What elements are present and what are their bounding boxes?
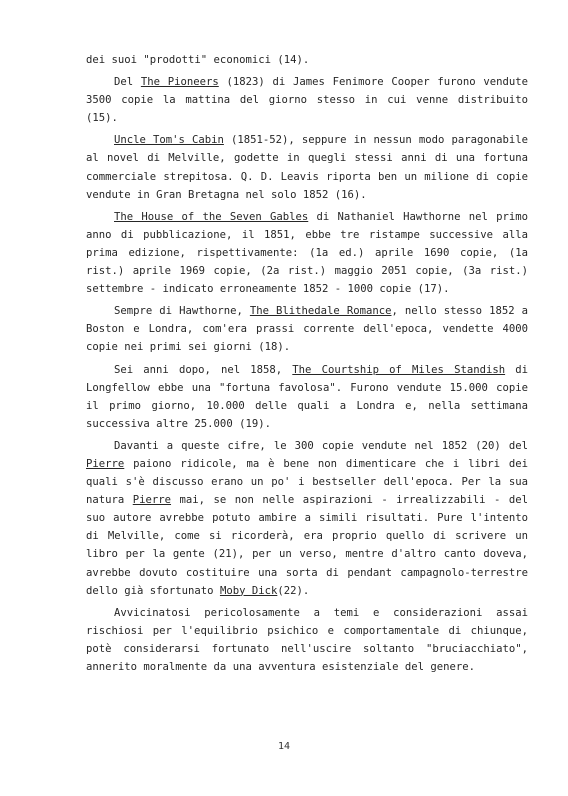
title-reference: Uncle Tom's Cabin <box>114 134 224 147</box>
title-reference: Pierre <box>86 457 125 470</box>
paragraph <box>86 361 528 433</box>
text-segment: paiono ridicole, ma è bene non dimenticare che i libri dei quali s'è discusso erano un po' i bestseller dell'epoca. Per la sua natura <box>86 457 528 507</box>
paragraph <box>86 437 528 600</box>
title-reference: The Blithedale Romance <box>249 305 392 318</box>
paragraph <box>86 604 528 676</box>
text-segment: mai, se non nelle aspirazioni - irrealizzabili - del suo autore avrebbe potuto ambire a simili risultati. Pure l'intento di Melville, come si ricorderà, era proprio quello di scrivere un libro per la gente (21), per un verso, mentre d'altro canto doveva, avrebbe dovuto costituire una sorta di pendant campagnolo-terrestre dello già sfortunato <box>86 494 528 597</box>
text-segment: Avvicinatosi pericolosamente a temi e considerazioni assai rischiosi per l'equilibrio psichico e comportamentale di chiunque, potè considerarsi fortunato nell'uscire soltanto "bruciacchiato", annerito moralmente da una avventura esistenziale del genere. <box>86 606 528 673</box>
paragraph <box>86 302 528 356</box>
paragraph <box>86 131 528 203</box>
body-text <box>86 51 528 676</box>
title-reference: The House of the Seven Gables <box>114 210 309 223</box>
text-segment: (22). <box>277 584 310 597</box>
text-segment: di Nathaniel Hawthorne nel primo anno di pubblicazione, il 1851, ebbe tre ristampe successive alla prima edizione, rispettivamente: (1a ed.) aprile 1690 copie, (1a rist.) aprile 1969 copie, (2a rist.) maggio 2051 copie, (3a rist.) settembre - indicato erroneamente 1852 - 1000 copie (17). <box>86 210 528 296</box>
text-segment: Sei anni dopo, nel 1858, <box>114 363 293 376</box>
text-segment: (1823) di James Fenimore Cooper furono vendute 3500 copie la mattina del giorno stesso in cui venne distribuito (15). <box>86 76 528 125</box>
paragraph <box>86 51 528 69</box>
paragraph <box>86 208 528 298</box>
title-reference: The Courtship of Miles Standish <box>292 363 506 376</box>
text-segment: Sempre di Hawthorne, <box>114 305 250 318</box>
page-number: 14 <box>277 741 291 752</box>
title-reference: Moby Dick <box>219 584 278 597</box>
text-segment: dei suoi "prodotti" economici (14). <box>86 54 310 66</box>
text-segment: di Longfellow ebbe una "fortuna favolosa". Furono vendute 15.000 copie il primo giorno, 10.000 delle quali a Londra e, nella settimana successiva altre 25.000 (19). <box>86 363 528 430</box>
text-segment: (1851-52), seppure in nessun modo paragonabile al novel di Melville, godette in quegli stessi anni di una fortuna commerciale strepitosa. Q. D. Leavis riporta ben un milione di copie vendute in Gran Bretagna nel solo 1852 (16). <box>86 134 528 201</box>
title-reference: Pierre <box>132 494 172 507</box>
paragraph <box>86 73 528 127</box>
title-reference: The Pioneers <box>140 76 219 89</box>
text-segment: Del <box>114 76 141 89</box>
text-segment: , nello stesso 1852 a Boston e Londra, com'era prassi corrente dell'epoca, vendette 4000 copie nei primi sei giorni (18). <box>86 305 528 354</box>
text-segment: Davanti a queste cifre, le 300 copie vendute nel 1852 (20) del <box>114 439 528 452</box>
